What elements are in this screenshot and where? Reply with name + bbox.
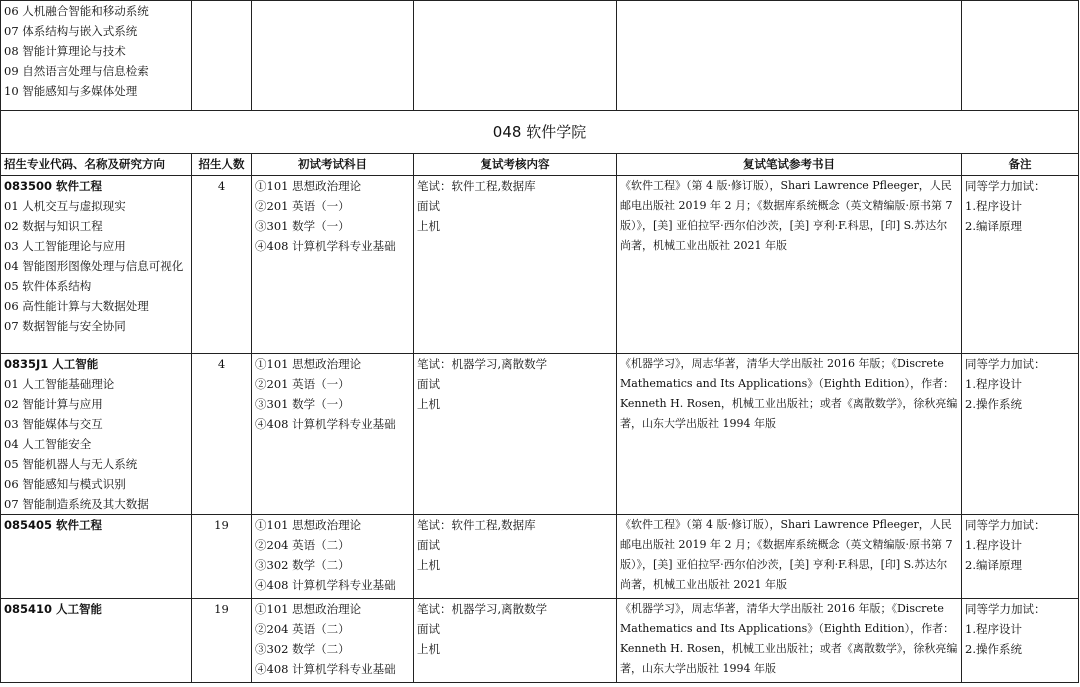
retest-item: 面试 — [417, 538, 440, 552]
note-item: 同等学力加试： — [965, 602, 1046, 616]
retest-item: 笔试：机器学习,离散数学 — [417, 357, 548, 371]
exam-item: ③302 数学（二） — [255, 642, 350, 656]
note-item: 2.编译原理 — [965, 558, 1022, 572]
notes-cell — [962, 176, 1079, 354]
exam-item: ③301 数学（一） — [255, 397, 350, 411]
retest-cell — [414, 176, 617, 354]
empty-cell — [252, 1, 414, 111]
direction-item: 07 体系结构与嵌入式系统 — [4, 24, 138, 38]
retest-cell — [414, 599, 617, 683]
exam-item: ③301 数学（一） — [255, 219, 350, 233]
direction-item: 10 智能感知与多媒体处理 — [4, 84, 138, 98]
exam-item: ③302 数学（二） — [255, 558, 350, 572]
major-title: 0835J1 人工智能 — [4, 357, 99, 371]
header-retest: 复试考核内容 — [414, 154, 617, 176]
major-title: 085405 软件工程 — [4, 518, 103, 532]
header-row — [1, 154, 1079, 176]
continuation-row — [1, 1, 1079, 111]
note-item: 同等学力加试： — [965, 357, 1046, 371]
note-item: 1.程序设计 — [965, 622, 1022, 636]
exam-cell — [252, 354, 414, 515]
note-item: 2.操作系统 — [965, 397, 1022, 411]
note-item: 1.程序设计 — [965, 538, 1022, 552]
books-cell: 《机器学习》，周志华著，清华大学出版社 2016 年版；《Discrete Mathematics and Its Applications》（Eighth Edition），作者：Kenneth H. Rosen，机械工业出版社；或者《离散数学》，徐秋亮编著，山东大学出版社 1994 年版 — [617, 354, 962, 515]
direction-item: 09 自然语言处理与信息检索 — [4, 64, 149, 78]
quota-cell: 19 — [192, 599, 252, 683]
major-cell — [1, 515, 192, 599]
direction-item: 02 数据与知识工程 — [4, 219, 103, 233]
direction-item: 02 智能计算与应用 — [4, 397, 103, 411]
retest-item: 面试 — [417, 199, 440, 213]
books-cell: 《机器学习》，周志华著，清华大学出版社 2016 年版；《Discrete Mathematics and Its Applications》（Eighth Edition），作者：Kenneth H. Rosen，机械工业出版社；或者《离散数学》，徐秋亮编著，山东大学出版社 1994 年版 — [617, 599, 962, 683]
empty-cell — [617, 1, 962, 111]
direction-item: 01 人工智能基础理论 — [4, 377, 115, 391]
table-row — [1, 515, 1079, 599]
retest-cell — [414, 515, 617, 599]
exam-item: ①101 思想政治理论 — [255, 602, 362, 616]
exam-item: ④408 计算机学科专业基础 — [255, 662, 396, 676]
header-exam: 初试考试科目 — [252, 154, 414, 176]
header-major: 招生专业代码、名称及研究方向 — [1, 154, 192, 176]
empty-cell — [192, 1, 252, 111]
direction-item: 05 软件体系结构 — [4, 279, 92, 293]
school-title-row — [1, 111, 1079, 154]
direction-item: 03 人工智能理论与应用 — [4, 239, 126, 253]
empty-cell — [414, 1, 617, 111]
note-item: 1.程序设计 — [965, 199, 1022, 213]
table-row — [1, 354, 1079, 515]
direction-item: 07 智能制造系统及其大数据 — [4, 497, 149, 511]
exam-item: ④408 计算机学科专业基础 — [255, 239, 396, 253]
books-cell: 《软件工程》（第 4 版·修订版），Shari Lawrence Pfleeger，人民邮电出版社 2019 年 2 月；《数据库系统概念（英文精编版·原书第 7 版）》，[美] 亚伯拉罕·西尔伯沙茨，[美] 亨利·F.科思，[印] S.苏达尔尚著，机械工业出版社 2021 年版 — [617, 515, 962, 599]
exam-item: ②201 英语（一） — [255, 199, 350, 213]
header-notes: 备注 — [962, 154, 1079, 176]
exam-item: ②201 英语（一） — [255, 377, 350, 391]
direction-item: 07 数据智能与安全协同 — [4, 319, 126, 333]
retest-item: 上机 — [417, 558, 440, 572]
notes-cell — [962, 599, 1079, 683]
quota-cell: 4 — [192, 354, 252, 515]
note-item: 2.编译原理 — [965, 219, 1022, 233]
retest-item: 面试 — [417, 377, 440, 391]
books-cell: 《软件工程》（第 4 版·修订版），Shari Lawrence Pfleeger，人民邮电出版社 2019 年 2 月；《数据库系统概念（英文精编版·原书第 7 版）》，[美] 亚伯拉罕·西尔伯沙茨，[美] 亨利·F.科思，[印] S.苏达尔尚著，机械工业出版社 2021 年版 — [617, 176, 962, 354]
table-row — [1, 599, 1079, 683]
quota-cell: 19 — [192, 515, 252, 599]
notes-cell — [962, 515, 1079, 599]
exam-cell — [252, 599, 414, 683]
continuation-directions — [1, 1, 192, 111]
retest-item: 上机 — [417, 219, 440, 233]
empty-cell — [962, 1, 1079, 111]
header-books: 复试笔试参考书目 — [617, 154, 962, 176]
note-item: 同等学力加试： — [965, 179, 1046, 193]
quota-cell: 4 — [192, 176, 252, 354]
note-item: 1.程序设计 — [965, 377, 1022, 391]
exam-cell — [252, 176, 414, 354]
direction-item: 05 智能机器人与无人系统 — [4, 457, 138, 471]
exam-item: ②204 英语（二） — [255, 622, 350, 636]
major-cell — [1, 176, 192, 354]
retest-item: 面试 — [417, 622, 440, 636]
note-item: 同等学力加试： — [965, 518, 1046, 532]
major-cell — [1, 354, 192, 515]
exam-item: ④408 计算机学科专业基础 — [255, 578, 396, 592]
major-cell — [1, 599, 192, 683]
exam-item: ①101 思想政治理论 — [255, 179, 362, 193]
note-item: 2.操作系统 — [965, 642, 1022, 656]
exam-item: ②204 英语（二） — [255, 538, 350, 552]
direction-item: 06 智能感知与模式识别 — [4, 477, 126, 491]
exam-cell — [252, 515, 414, 599]
exam-item: ①101 思想政治理论 — [255, 518, 362, 532]
direction-item: 04 智能图形图像处理与信息可视化 — [4, 259, 184, 273]
direction-item: 04 人工智能安全 — [4, 437, 92, 451]
retest-item: 上机 — [417, 397, 440, 411]
retest-item: 笔试：软件工程,数据库 — [417, 179, 536, 193]
direction-item: 06 人机融合智能和移动系统 — [4, 4, 149, 18]
direction-item: 06 高性能计算与大数据处理 — [4, 299, 149, 313]
direction-item: 03 智能媒体与交互 — [4, 417, 103, 431]
exam-item: ④408 计算机学科专业基础 — [255, 417, 396, 431]
major-title: 085410 人工智能 — [4, 602, 103, 616]
direction-item: 01 人机交互与虚拟现实 — [4, 199, 126, 213]
major-title: 083500 软件工程 — [4, 179, 103, 193]
notes-cell — [962, 354, 1079, 515]
retest-cell — [414, 354, 617, 515]
table-row — [1, 176, 1079, 354]
retest-item: 笔试：软件工程,数据库 — [417, 518, 536, 532]
retest-item: 上机 — [417, 642, 440, 656]
exam-item: ①101 思想政治理论 — [255, 357, 362, 371]
school-title: 048 软件学院 — [1, 111, 1079, 154]
retest-item: 笔试：机器学习,离散数学 — [417, 602, 548, 616]
header-quota: 招生人数 — [192, 154, 252, 176]
direction-item: 08 智能计算理论与技术 — [4, 44, 126, 58]
